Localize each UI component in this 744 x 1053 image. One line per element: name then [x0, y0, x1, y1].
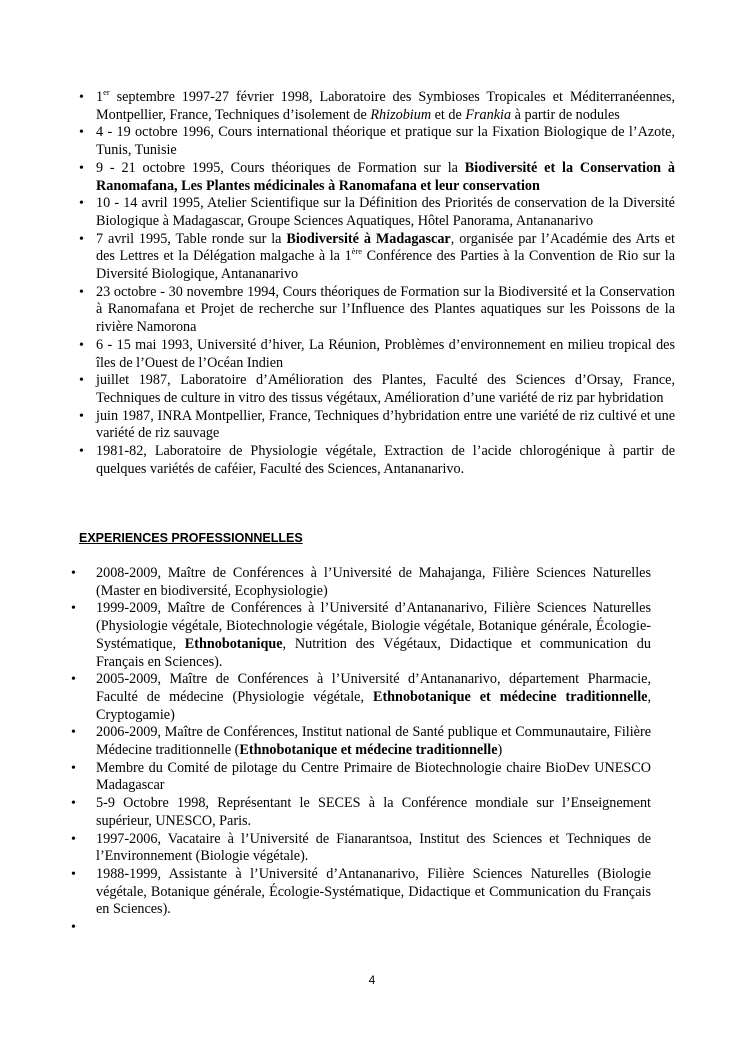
list-item	[96, 443, 675, 478]
list-item	[96, 372, 675, 407]
list-item	[96, 831, 651, 866]
text-run: 7 avril 1995, Table ronde sur la	[96, 230, 287, 247]
text-run: juin 1987, INRA Montpellier, France, Techniques d’hybridation entre une variété de riz cultivé et une variété de riz sauvage	[96, 407, 675, 442]
text-run: à partir de nodules	[511, 106, 620, 123]
list-item	[96, 408, 675, 443]
bold-text: Biodiversité à Madagascar	[286, 230, 451, 247]
text-run: Membre du Comité de pilotage du Centre Primaire de Biotechnologie chaire BioDev UNESCO Madagascar	[96, 759, 651, 794]
list-item	[96, 671, 651, 724]
list-item	[96, 600, 651, 671]
text-run: 2008-2009, Maître de Conférences à l’Université de Mahajanga, Filière Sciences Naturelles (Master en biodiversité, Ecophysiologie)	[96, 565, 651, 599]
text-run: 23 octobre - 30 novembre 1994, Cours théoriques de Formation sur la Biodiversité et la Conservation à Ranomafana et Projet de recherche sur l’Influence des Plantes aquatiques sur les Poissons de la rivière Namorona	[96, 283, 675, 336]
bold-text: Biodiversité et la Conservation à Ranomafana, Les Plantes médicinales à Ranomafana et leur conservation	[96, 159, 675, 194]
italic-text: Rhizobium	[370, 106, 432, 123]
list-item	[96, 919, 651, 937]
text-run: 1981-82, Laboratoire de Physiologie végétale, Extraction de l’acide chlorogénique à partir de quelques variétés de caféier, Faculté des Sciences, Antananarivo.	[96, 443, 675, 477]
experience-list	[96, 565, 651, 937]
list-item	[96, 760, 651, 795]
text-run: 10 - 14 avril 1995, Atelier Scientifique sur la Définition des Priorités de conservation de la Diversité Biologique à Madagascar, Groupe Sciences Aquatiques, Hôtel Panorama, Antananarivo	[96, 195, 675, 229]
text-run: 1997-2006, Vacataire à l’Université de Fianarantsoa, Institut des Sciences et Techniques de l’Environnement (Biologie végétale).	[96, 830, 651, 865]
list-item	[96, 231, 675, 284]
bold-text: Ethnobotanique et médecine traditionnelle	[372, 688, 648, 705]
text-run: )	[497, 742, 503, 759]
bold-text: Ethnobotanique et médecine traditionnelle	[239, 742, 498, 759]
text-run: , organisée par l’Académie des Arts et des Lettres et la Délégation malgache à la 1	[96, 230, 675, 265]
italic-text: Frankia	[465, 106, 512, 123]
text-run: , Nutrition des Végétaux, Didactique et communication du Français en Sciences).	[96, 635, 651, 670]
text-run: Conférence des Parties à la Convention de Rio sur la Diversité Biologique, Antananarivo	[96, 248, 675, 283]
list-item	[96, 124, 675, 159]
list-item	[96, 866, 651, 919]
page-number: 4	[368, 973, 376, 987]
text-run: 2006-2009, Maître de Conférences, Institut national de Santé publique et Communautaire, Filière Médecine traditionnelle (	[96, 724, 651, 759]
text-run: 1988-1999, Assistante à l’Université d’Antananarivo, Filière Sciences Naturelles (Biologie végétale, Botanique générale, Écologie-Systématique, Didactique et Communication du Français en Sciences).	[96, 865, 651, 918]
training-list	[96, 89, 675, 478]
text-run: 2005-2009, Maître de Conférences à l’Université d’Antananarivo, département Pharmacie, Faculté de médecine (Physiologie végétale,	[96, 671, 651, 705]
list-item	[96, 565, 651, 600]
section-heading: EXPERIENCES PROFESSIONNELLES	[79, 531, 303, 545]
list-item	[96, 724, 651, 759]
text-run: , Cryptogamie)	[96, 688, 651, 723]
text-run: septembre 1997-27 février 1998, Laboratoire des Symbioses Tropicales et Méditerranéennes, Montpellier, France, Techniques d’isolement de	[96, 89, 675, 123]
text-run: 5-9 Octobre 1998, Représentant le SECES à la Conférence mondiale sur l’Enseignement supérieur, UNESCO, Paris.	[96, 795, 651, 829]
text-run: 9 - 21 octobre 1995, Cours théoriques de Formation sur la	[96, 159, 465, 176]
list-item	[96, 284, 675, 337]
superscript: ère	[351, 246, 363, 257]
list-item	[96, 795, 651, 830]
text-run: 4 - 19 octobre 1996, Cours international théorique et pratique sur la Fixation Biologique de l’Azote, Tunis, Tunisie	[96, 124, 675, 159]
text-run: 6 - 15 mai 1993, Université d’hiver, La Réunion, Problèmes d’environnement en milieu tropical des îles de l’Ouest de l’Océan Indien	[96, 336, 675, 371]
text-run: 1999-2009, Maître de Conférences à l’Université d’Antananarivo, Filière Sciences Naturelles (Physiologie végétale, Biotechnologie végétale, Biologie végétale, Botanique générale, Écologie-Systématique,	[96, 600, 651, 652]
list-item	[96, 195, 675, 230]
text-run: et de	[431, 106, 466, 123]
text-run: juillet 1987, Laboratoire d’Amélioration des Plantes, Faculté des Sciences d’Orsay, France, Techniques de culture in vitro des tissus végétaux, Amélioration d’une variété de riz par hybridation	[96, 372, 675, 406]
text-run: 1	[96, 89, 104, 105]
list-item	[96, 337, 675, 372]
list-item	[96, 160, 675, 195]
list-item	[96, 89, 675, 124]
bold-text: Ethnobotanique	[184, 635, 283, 652]
superscript: er	[103, 87, 110, 97]
